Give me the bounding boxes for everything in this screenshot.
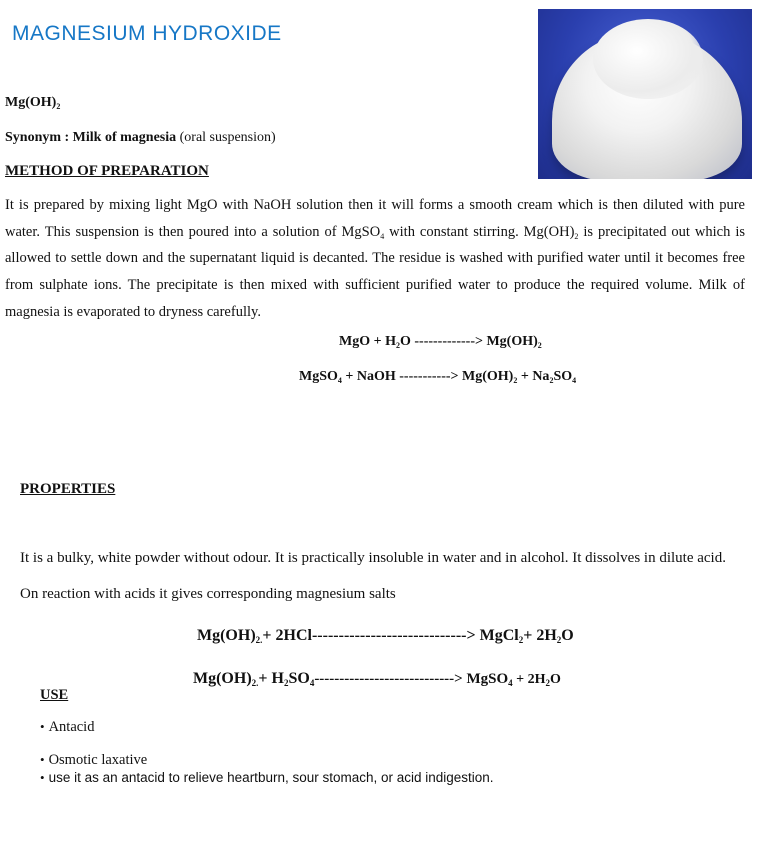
equation-mgo: MgO + $H_2O$ -------------> $Mg(OH)_2$ (339, 334, 542, 350)
bullet-icon: • (40, 770, 45, 785)
use-item: • Osmotic laxative (40, 752, 148, 768)
bullet-icon: • (40, 719, 45, 734)
powder-photo (538, 9, 752, 179)
reaction-hcl: $Mg(OH)_{2.}+ 2HCl----------------------------->$ MgCl$_2$+ $2H_2O$ (197, 627, 574, 645)
powder-peak (593, 19, 703, 99)
page-title: MAGNESIUM HYDROXIDE (12, 22, 282, 45)
bullet-icon: • (40, 752, 45, 767)
chemical-formula: $Mg(OH)_2$ (5, 95, 61, 111)
properties-line-1: It is a bulky, white powder without odour. It is practically insoluble in water and in alcohol. It dissolves in dilute acid. (20, 550, 726, 566)
use-item: • Antacid (40, 719, 95, 735)
synonym-label: Synonym : Milk of magnesia (5, 130, 177, 145)
method-heading: METHOD OF PREPARATION (5, 163, 209, 179)
synonym-line (5, 130, 276, 146)
equation-mgso4: MgSO$_4$ + NaOH -----------> $Mg(OH)_2 + Na_2SO_4$ (299, 369, 577, 385)
synonym-note: (oral suspension) (179, 130, 276, 145)
use-heading: USE (40, 687, 69, 703)
reaction-h2so4: $Mg(OH)_{2.}+ H_2SO_4---------------------------->$ MgSO$_4$ + $2H_2O$ (193, 670, 561, 688)
use-item: • use it as an antacid to relieve heartburn, sour stomach, or acid indigestion. (40, 770, 494, 785)
properties-line-2: On reaction with acids it gives corresponding magnesium salts (20, 586, 396, 602)
method-paragraph: It is prepared by mixing light MgO with NaOH solution then it will forms a smooth cream which is then diluted with pure water. This suspension is then poured into a solution of MgSO$_4$ with constant stirring. $Mg(OH)_2$ is precipitated out which is allowed to settle down and the supernatant liquid is decanted. The residue is washed with purified water until it becomes free from sulphate ions. The precipitate is then mixed with sufficient purified water to produce the required volume. Milk of magnesia is evaporated to dryness carefully. (5, 197, 745, 320)
properties-heading: PROPERTIES (20, 481, 116, 497)
